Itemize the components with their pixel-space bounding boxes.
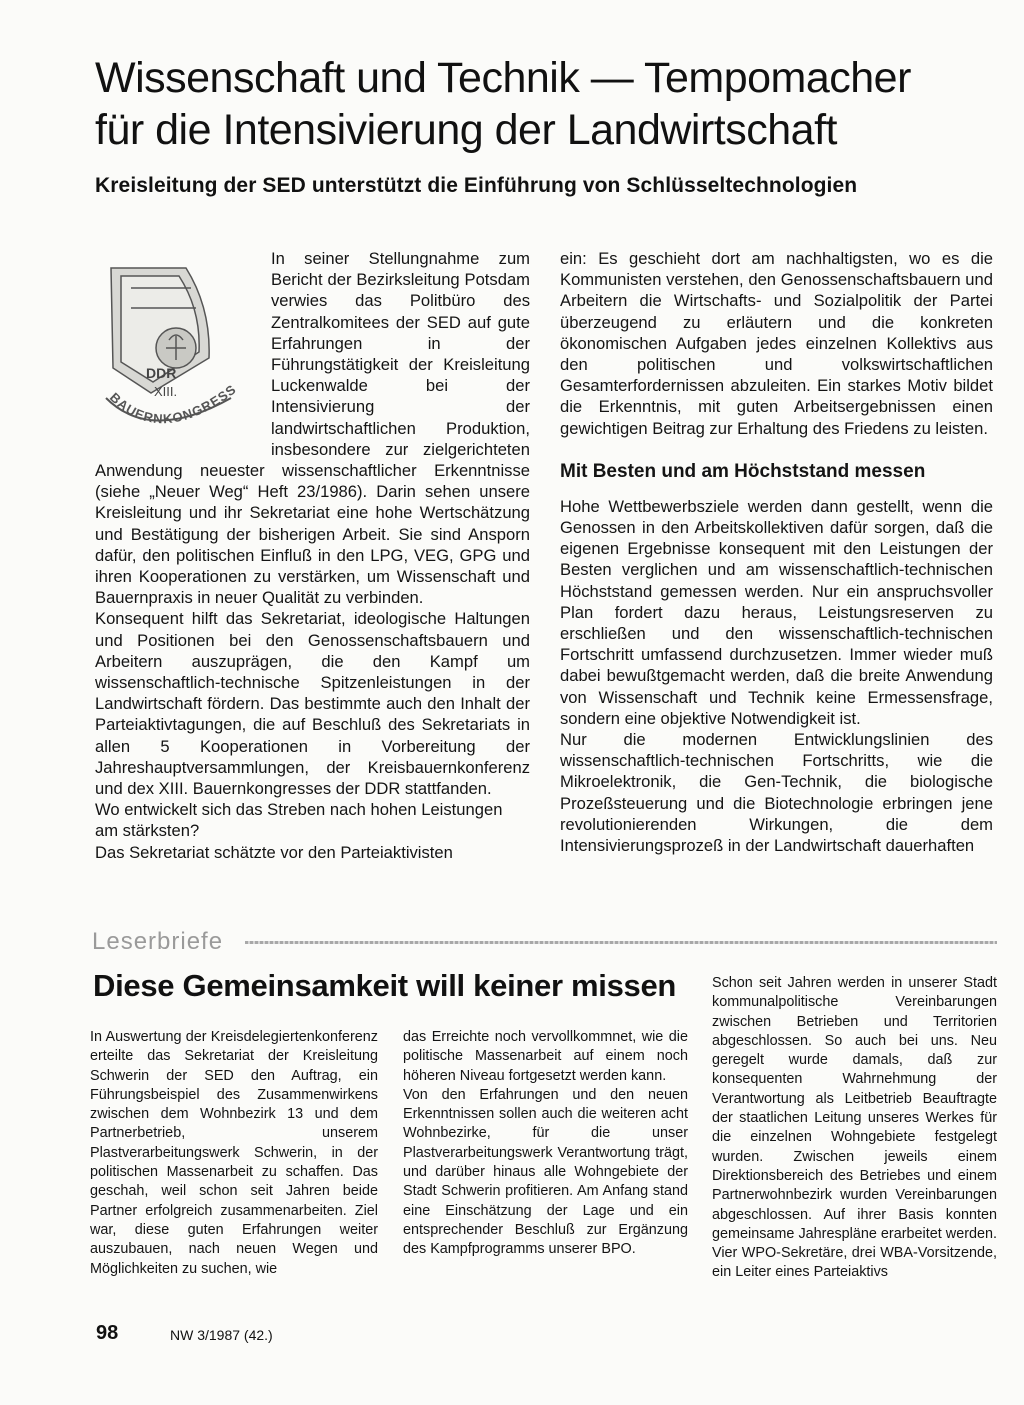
article-left-p4: Das Sekretariat schätzte vor den Parteiaktivisten — [95, 842, 453, 862]
issue-reference: NW 3/1987 (42.) — [170, 1327, 273, 1343]
letter-column-2 — [403, 1028, 688, 1260]
headline — [95, 52, 995, 156]
headline-line-2: für die Intensivierung der Landwirtschaft — [95, 106, 837, 154]
letter-col2-p1: das Erreichte noch vervollkommnet, wie die politische Massenarbeit auf einem noch höheren Niveau fortgesetzt werden kann. — [403, 1029, 688, 1084]
article-right-p1: ein: Es geschieht dort am nachhaltigsten, wo es die Kommunisten verstehen, den Genossenschaftsbauern und Arbeitern die Wirtschafts- und Sozialpolitik der Partei überzeugend zu erläutern und die konkreten ökonomischen Aufgaben jedes einzelnen Kollektivs aus den politischen und volkswirtschaftlichen Gesamterfordernissen abzuleiten. Ein starkes Motiv bildet die Erkenntnis, mit guten Arbeitsergebnissen einen gewichtigen Beitrag zur Erhaltung des Friedens zu leisten. — [560, 249, 993, 438]
article-subhead: Mit Besten und am Höchststand messen — [560, 460, 926, 482]
article-left-p2: Konsequent hilft das Sekretariat, ideologische Haltungen und Positionen bei den Genossenschaftsbauern und Arbeitern auszuprägen, die den Kampf um wissenschaftlich-technische Spitzenleistungen in der Landwirtschaft fördern. Das bestimmte auch den Inhalt der Parteiaktivtagungen, die auf Beschluß des Sekretariats in allen 5 Kooperationen in Vorbereitung der Jahreshauptversammlungen, der Kreisbauernkonferenz und dex XIII. Bauernkongresses der DDR stattfanden. — [95, 609, 530, 799]
article-left-column — [95, 248, 530, 863]
article-right-p2: Hohe Wettbewerbsziele werden dann gestellt, wenn die Genossen in den Arbeitskollektiven dafür sorgen, daß die eigenen Ergebnisse konsequent mit den Leistungen der Besten verglichen und am wissenschaftlich-technischen Höchststand gemessen werden. Nur ein anspruchsvoller Plan fordert dazu heraus, Leistungsreserven zu erschließen und den wissenschaftlich-technischen Fortschritt umfassend durchzusetzen. Immer wieder muß dabei bewußtgemacht werden, daß die breite Anwendung von Wissenschaft und Technik keine Ermessensfrage, sondern eine objektive Notwendigkeit ist. — [560, 496, 993, 728]
page-number: 98 — [96, 1322, 119, 1344]
letter-col2-p2: Von den Erfahrungen und den neuen Erkenntnissen sollen auch die weiteren acht Wohnbezirke, für die unser Plastverarbeitungswerk Verantwortung trägt, und darüber hinaus alle Wohngebiete der Stadt Schwerin profitieren. Am Anfang stand eine Einschätzung der Lage und ein entsprechender Beschluß zur Ergänzung des Kampfprogramms unserer BPO. — [403, 1086, 688, 1258]
letter-col1-text: In Auswertung der Kreisdelegiertenkonferenz erteilte das Sekretariat der Kreisleitung Schwerin der SED den Auftrag, ein Führungsbeispiel des Zusammenwirkens zwischen dem Wohnbezirk 13 und dem Partnerbetrieb, unserem Plastverarbeitungswerk Schwerin, in der politischen Massenarbeit zu schaffen. Das geschah, weil schon seit Jahren beide Partner erfolgreich zusammenarbeiten. Ziel war, diese guten Erfahrungen weiter auszubauen, nach neuen Wegen und Möglichkeiten zu suchen, wie — [90, 1029, 378, 1277]
emblem-ring-text: BAUERNKONGRESS — [106, 381, 240, 427]
article-left-p1: In seiner Stellungnahme zum Bericht der Bezirksleitung Potsdam verwies das Politbüro des Zentralkomitees der SED auf gute Erfahrungen in der Führungstätigkeit der Kreisleitung Luckenwalde bei der Intensivierung der landwirtschaftlichen Produktion, insbesondere zur zielgerichteten Anwendung neuester wissenschaftlicher Erkenntnisse (siehe „Neuer Weg“ Heft 23/1986). Darin sehen unsere Kreisleitung und ihr Sekretariat eine hohe Wertschätzung und Bestätigung der bisherigen Arbeit. Sie sind Ansporn dafür, den politischen Einfluß in den LPG, VEG, GPG und ihren Kooperationen zu verstärken, um Wissenschaft und Bauernpraxis in neuer Qualität zu verbinden. — [95, 249, 530, 608]
article-left-p3: Wo entwickelt sich das Streben nach hohen Leistungen am stärksten? — [95, 800, 503, 841]
bauernkongress-emblem — [91, 248, 261, 448]
emblem-roman: XIII. — [154, 384, 178, 399]
headline-line-1: Wissenschaft und Technik — Tempomacher — [95, 54, 911, 102]
letter-column-1 — [90, 1028, 378, 1279]
article-right-p3: Nur die modernen Entwicklungslinien des wissenschaftlich-technischen Fortschritts, wie die Mikroelektronik, die Gen-Technik, die biologische Prozeßsteuerung und die Biotechnologie erbringen jene revolutionierenden Wirkungen, die dem Intensivierungsprozeß in der Landwirtschaft dauerhaften — [560, 730, 993, 856]
letter-column-3 — [712, 974, 997, 1283]
letter-title: Diese Gemeinsamkeit will keiner missen — [93, 968, 677, 1003]
article-right-column — [560, 248, 993, 856]
rubric-rule — [245, 941, 997, 944]
rubric-label: Leserbriefe — [92, 928, 224, 955]
letter-col3-text: Schon seit Jahren werden in unserer Stadt kommunalpolitische Vereinbarungen zwischen Betrieben und Territorien abgeschlossen. So auch bei uns. Neu geregelt wurde damals, daß zur konsequenten Wahrnehmung der Verantwortung als Leitbetrieb Beauftragte der staatlichen Leitung unseres Werkes für die einzelnen Wohngebiete festgelegt wurden. Zwischen jeweils einem Direktionsbereich des Betriebes und einem Partnerwohnbezirk wurden Vereinbarungen abgeschlossen. Auf ihrer Basis konnten gemeinsame Jahrespläne erarbeitet werden. Vier WPO-Sekretäre, drei WBA-Vorsitzende, ein Leiter eines Parteiaktivs — [712, 975, 997, 1281]
emblem-ddr: DDR — [146, 365, 177, 381]
subtitle: Kreisleitung der SED unterstützt die Einführung von Schlüsseltechnologien — [95, 174, 858, 197]
